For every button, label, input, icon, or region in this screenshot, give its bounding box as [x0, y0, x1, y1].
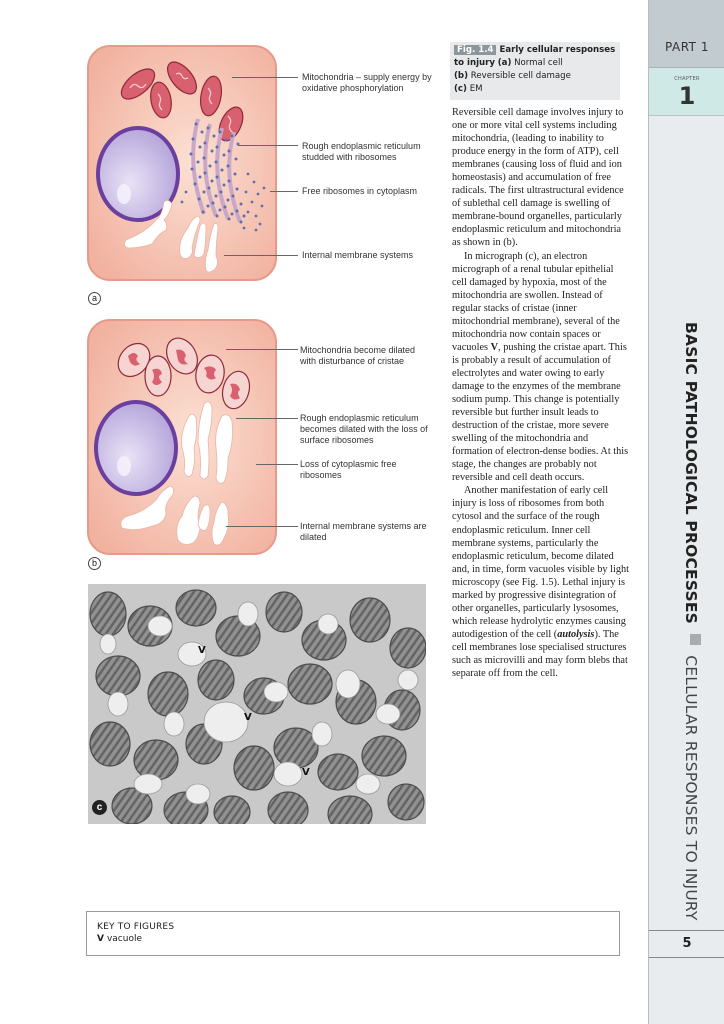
damaged-cell-diagram	[86, 318, 278, 556]
vacuole-marker: V	[198, 645, 206, 656]
key-title: KEY TO FIGURES	[97, 922, 175, 932]
leader-line	[270, 191, 298, 192]
key-entry	[97, 933, 609, 945]
paragraph: Reversible cell damage involves injury to one or more vital cell systems including mitochondria, (leading to inability to produce energy in the form of ATP), cell membranes (causing loss of fluid and ion homeostasis) and accumulation of free radicals. The first ultrastructural evidence of sublethal cell damage is swelling of membrane-bound organelles, particularly endoplasmic reticulum and mitochondria as shown in (b).	[452, 107, 624, 249]
figure-letter-c: c	[92, 800, 107, 815]
text-run: Another manifestation of early cell injury is loss of ribosomes from both cytosol and the surface of the rough endoplasmic reticulum. Inner cell membrane systems, particularly the endoplasmic reticulum, become dilated and, in time, form vacuoles visible by light microscopy (see Fig. 1.5). Lethal injury is marked by progressive disintegration of other organelles, particularly lysosomes, which release hydrolytic enzymes causing autodigestion of the cell (	[452, 485, 630, 640]
vacuole-marker: V	[302, 767, 310, 778]
leader-line	[236, 418, 298, 419]
leader-line	[226, 526, 298, 527]
key-to-figures	[86, 911, 620, 956]
caption-item-text: EM	[469, 84, 483, 94]
figure-letter-b: b	[88, 557, 101, 570]
chapter-number: 1	[678, 82, 696, 110]
vacuole-symbol: V	[490, 341, 499, 353]
leader-line	[232, 77, 298, 78]
label-loss-free-ribosomes: Loss of cytoplasmic free ribosomes	[300, 459, 397, 480]
text-run: ). The cell membranes lose specialised structures such as microvilli and may form blebs that separate off from the cell.	[452, 628, 628, 680]
label-free-ribosomes: Free ribosomes in cytoplasm	[302, 186, 418, 196]
emphasis-term: autolysis	[557, 628, 595, 640]
body-text	[452, 106, 630, 680]
caption-item-text: Reversible cell damage	[470, 71, 571, 81]
label-rer-normal: Rough endoplasmic reticulum studded with ribosomes	[302, 141, 421, 162]
leader-line	[256, 464, 298, 465]
section-title-bold: BASIC PATHOLOGICAL PROCESSES	[682, 322, 700, 625]
label-mitochondria-dilated: Mitochondria become dilated with disturbance of cristae	[300, 345, 416, 366]
paragraph	[452, 484, 630, 680]
part-label: PART 1	[665, 40, 709, 54]
section-title-light: CELLULAR RESPONSES TO INJURY	[682, 655, 700, 921]
page-number-box	[649, 930, 724, 958]
micrograph-texture	[88, 584, 426, 824]
leader-line	[224, 255, 298, 256]
key-meaning: vacuole	[106, 934, 143, 944]
label-rer-dilated: Rough endoplasmic reticulum becomes dilated with the loss of surface ribosomes	[300, 413, 428, 445]
text-run: In micrograph (c), an electron micrograph of a renal tubular epithelial cell damaged by hypoxia, most of the mitochondria are swollen. Instead of regular stacks of cristae (inner mitochondrial membrane), several of the mitochondria now contain spaces or vacuoles	[452, 250, 620, 353]
caption-item-letter: (c)	[454, 84, 467, 94]
chapter-box	[649, 68, 724, 116]
chapter-tab-strip	[648, 0, 724, 1024]
page-number: 5	[682, 936, 692, 951]
figure-tag: Fig. 1.4	[454, 45, 496, 55]
caption-item-letter: (a)	[497, 58, 512, 68]
caption-title: Early cellular responses to injury	[454, 45, 616, 68]
normal-cell-diagram	[86, 44, 278, 282]
vacuole-marker: V	[244, 712, 252, 723]
label-internal-membranes-normal: Internal membrane systems	[302, 250, 414, 260]
caption-item-letter: (b)	[454, 71, 469, 81]
paragraph	[452, 250, 630, 485]
square-separator-icon	[690, 634, 701, 645]
figure-letter-a: a	[88, 292, 101, 305]
text-run: , pushing the cristae apart. This is probably a result of accumulation of electrolytes and water owing to early damage to the enzymes of the membrane sodium pump. This change is potentially reversible but further insult leads to destruction of the cristae, more severe swelling of the mitochondria and formation of electron-dense bodies. At this stage, the changes are probably not reversible and cell death occurs.	[452, 341, 629, 484]
figure-caption	[450, 42, 620, 100]
label-internal-membranes-dilated: Internal membrane systems are dilated	[300, 521, 427, 542]
part-box	[649, 0, 724, 68]
chapter-label: CHAPTER	[674, 76, 700, 82]
electron-micrograph	[88, 584, 426, 824]
key-symbol: V	[97, 934, 104, 944]
running-section-title	[675, 322, 701, 922]
caption-item-text: Normal cell	[514, 58, 563, 68]
leader-line	[226, 349, 298, 350]
label-mitochondria-normal: Mitochondria – supply energy by oxidative phosphorylation	[302, 72, 432, 93]
leader-line	[238, 145, 298, 146]
